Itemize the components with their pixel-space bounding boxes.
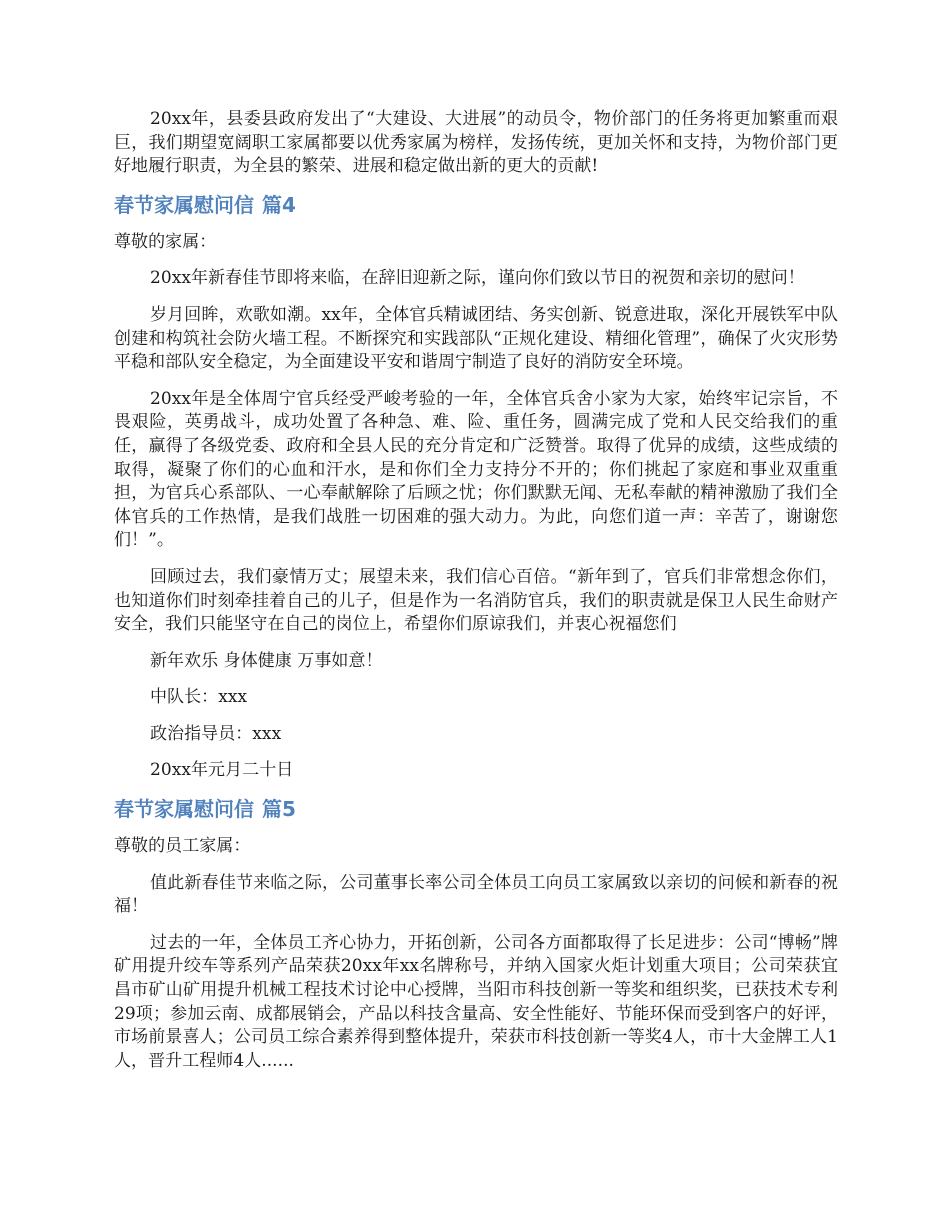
section-4-heading [114, 192, 838, 218]
section-4-greeting: 尊敬的家属： [114, 231, 217, 252]
section-4-title: 春节家属慰问信 [114, 192, 254, 217]
document-page [114, 108, 838, 1086]
section-4-paragraph: 回顾过去，我们豪情万丈；展望未来，我们信心百倍。“新年到了，官兵们非常想念你们，也知道你们时刻牵挂着自己的儿子，但是作为一名消防官兵，我们的职责就是保卫人民生命财产安全，我们只能坚守在自己的岗位上，希望你们原谅我们，并衷心祝福您们 [114, 566, 838, 635]
section-4-paragraph: 20xx年新春佳节即将来临，在辞旧迎新之际，谨向你们致以节日的祝贺和亲切的慰问！ [150, 268, 805, 289]
section-4-wishes: 新年欢乐 身体健康 万事如意！ [150, 650, 383, 671]
section-4-signature-instructor: 政治指导员：xxx [150, 723, 282, 744]
section-5-heading [114, 796, 838, 822]
section-4-paragraph: 岁月回眸，欢歌如潮。xx年，全体官兵精诚团结、务实创新、锐意进取，深化开展铁军中队创建和构筑社会防火墙工程。不断探究和实践部队“正规化建设、精细化管理”，确保了火灾形势平稳和部队安全稳定，为全面建设平安和谐周宁制造了良好的消防安全环境。 [114, 304, 838, 373]
section-4-signature-captain: 中队长：xxx [150, 687, 248, 708]
section-5-paragraph: 过去的一年，全体员工齐心协力，开拓创新，公司各方面都取得了长足进步：公司“博畅”牌矿用提升绞车等系列产品荣获20xx年xx名牌称号，并纳入国家火炬计划重大项目；公司荣获宜昌市矿山矿用提升机械工程技术讨论中心授牌，当阳市科技创新一等奖和组织奖，已获技术专利29项；参加云南、成都展销会，产品以科技含量高、安全性能好、节能环保而受到客户的好评，市场前景喜人；公司员工综合素养得到整体提升，荣获市科技创新一等奖4人，市十大金牌工人1人，晋升工程师4人...... [114, 932, 838, 1071]
section-5-title: 春节家属慰问信 [114, 797, 254, 822]
intro-paragraph: 20xx年，县委县政府发出了“大建设、大进展”的动员令，物价部门的任务将更加繁重而艰巨，我们期望宽阔职工家属都要以优秀家属为榜样，发扬传统，更加关怀和支持，为物价部门更好地履行职责，为全县的繁荣、进展和稳定做出新的更大的贡献! [114, 109, 838, 177]
section-4-number: 篇4 [262, 192, 296, 217]
section-5-number: 篇5 [262, 797, 296, 822]
section-4-date: 20xx年元月二十日 [150, 760, 294, 781]
section-5-paragraph: 值此新春佳节来临之际，公司董事长率公司全体员工向员工家属致以亲切的问候和新春的祝福！ [114, 872, 838, 917]
section-5-greeting: 尊敬的员工家属： [114, 836, 251, 857]
section-4-paragraph: 20xx年是全体周宁官兵经受严峻考验的一年，全体官兵舍小家为大家，始终牢记宗旨，不畏艰险，英勇战斗，成功处置了各种急、难、险、重任务，圆满完成了党和人民交给我们的重任，赢得了各级党委、政府和全县人民的充分肯定和广泛赞誉。取得了优异的成绩，这些成绩的取得，凝聚了你们的心血和汗水，是和你们全力支持分不开的；你们挑起了家庭和事业双重重担，为官兵心系部队、一心奉献解除了后顾之忧；你们默默无闻、无私奉献的精神激励了我们全体官兵的工作热情，是我们战胜一切困难的强大动力。为此，向您们道一声：辛苦了，谢谢您们！”。 [114, 388, 838, 551]
